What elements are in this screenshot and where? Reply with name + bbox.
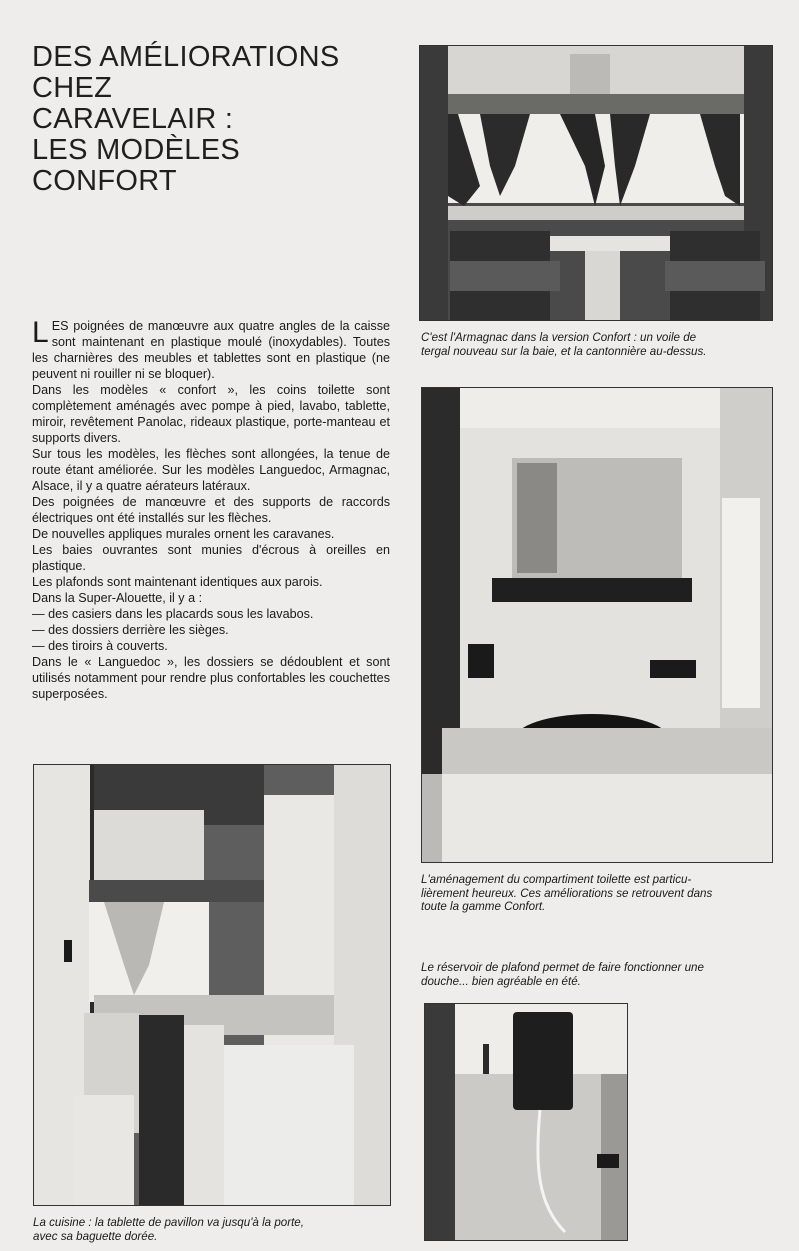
caption-line: toute la gamme Confort. [421, 900, 546, 913]
caption-toilette [421, 873, 712, 914]
photo-reservoir-shower [424, 1003, 628, 1241]
paragraph: Les baies ouvrantes sont munies d'écrous à oreilles en plastique. [32, 543, 390, 573]
paragraph: Sur tous les modèles, les flèches sont allongées, la tenue de route étant améliorée. Sur les modèles Languedoc, Armagnac, Alsace, il y a quatre aérateurs latéraux. [32, 447, 390, 493]
photo-cuisine-graphic [34, 765, 390, 1205]
caption-line: L'aménagement du compartiment toilette est particu- [421, 873, 692, 886]
caption-reservoir [421, 961, 704, 988]
paragraph [32, 318, 390, 382]
title-line: CONFORT [32, 165, 177, 197]
caption-line: avec sa baguette dorée. [33, 1229, 158, 1243]
paragraph: Les plafonds sont maintenant identiques aux parois. [32, 575, 323, 589]
caption-line: lièrement heureux. Ces améliorations se retrouvent dans [421, 886, 713, 900]
photo-reservoir-graphic [425, 1004, 627, 1240]
paragraph-text: ES poignées de manœuvre aux quatre angles de la caisse sont maintenant en plastique moulé (inoxydables). Toutes les charnières des meubles et tablettes sont en plastique (ne peuvent ni rouiller ni se bloquer). [32, 319, 390, 381]
list-item: — des casiers dans les placards sous les lavabos. [32, 607, 314, 621]
caption-armagnac [421, 331, 707, 358]
title-line: CHEZ [32, 72, 113, 104]
caption-line: tergal nouveau sur la baie, et la cantonnière au-dessus. [421, 344, 707, 358]
title-line: CARAVELAIR : [32, 103, 234, 135]
title-line: LES MODÈLES [32, 134, 240, 166]
caption-line: C'est l'Armagnac dans la version Confort : un voile de [421, 331, 697, 344]
article-body [32, 318, 390, 702]
title-line: DES AMÉLIORATIONS [32, 41, 340, 73]
caption-cuisine [33, 1216, 304, 1243]
photo-armagnac-interior [419, 45, 773, 321]
caption-line: Le réservoir de plafond permet de faire fonctionner une [421, 961, 704, 974]
photo-toilette-graphic [422, 388, 772, 862]
photo-armagnac-graphic [420, 46, 772, 320]
caption-line: douche... bien agréable en été. [421, 974, 581, 988]
paragraph: Dans la Super-Alouette, il y a : [32, 591, 203, 605]
article-title [32, 42, 412, 197]
paragraph: Des poignées de manœuvre et des supports de raccords électriques ont été installés sur les flèches. [32, 495, 390, 525]
list-item: — des tiroirs à couverts. [32, 639, 168, 653]
paragraph: Dans le « Languedoc », les dossiers se dédoublent et sont utilisés notamment pour rendre plus confortables les couchettes superposées. [32, 655, 390, 701]
photo-toilette-compartment [421, 387, 773, 863]
paragraph: Dans les modèles « confort », les coins toilette sont complètement aménagés avec pompe à pied, lavabo, tablette, miroir, revêtement Panolac, rideaux plastique, porte-manteau et supports divers. [32, 383, 390, 445]
paragraph: De nouvelles appliques murales ornent les caravanes. [32, 527, 335, 541]
list-item: — des dossiers derrière les sièges. [32, 623, 229, 637]
drop-cap: L [32, 316, 49, 349]
caption-line: La cuisine : la tablette de pavillon va jusqu'à la porte, [33, 1216, 304, 1229]
photo-cuisine [33, 764, 391, 1206]
